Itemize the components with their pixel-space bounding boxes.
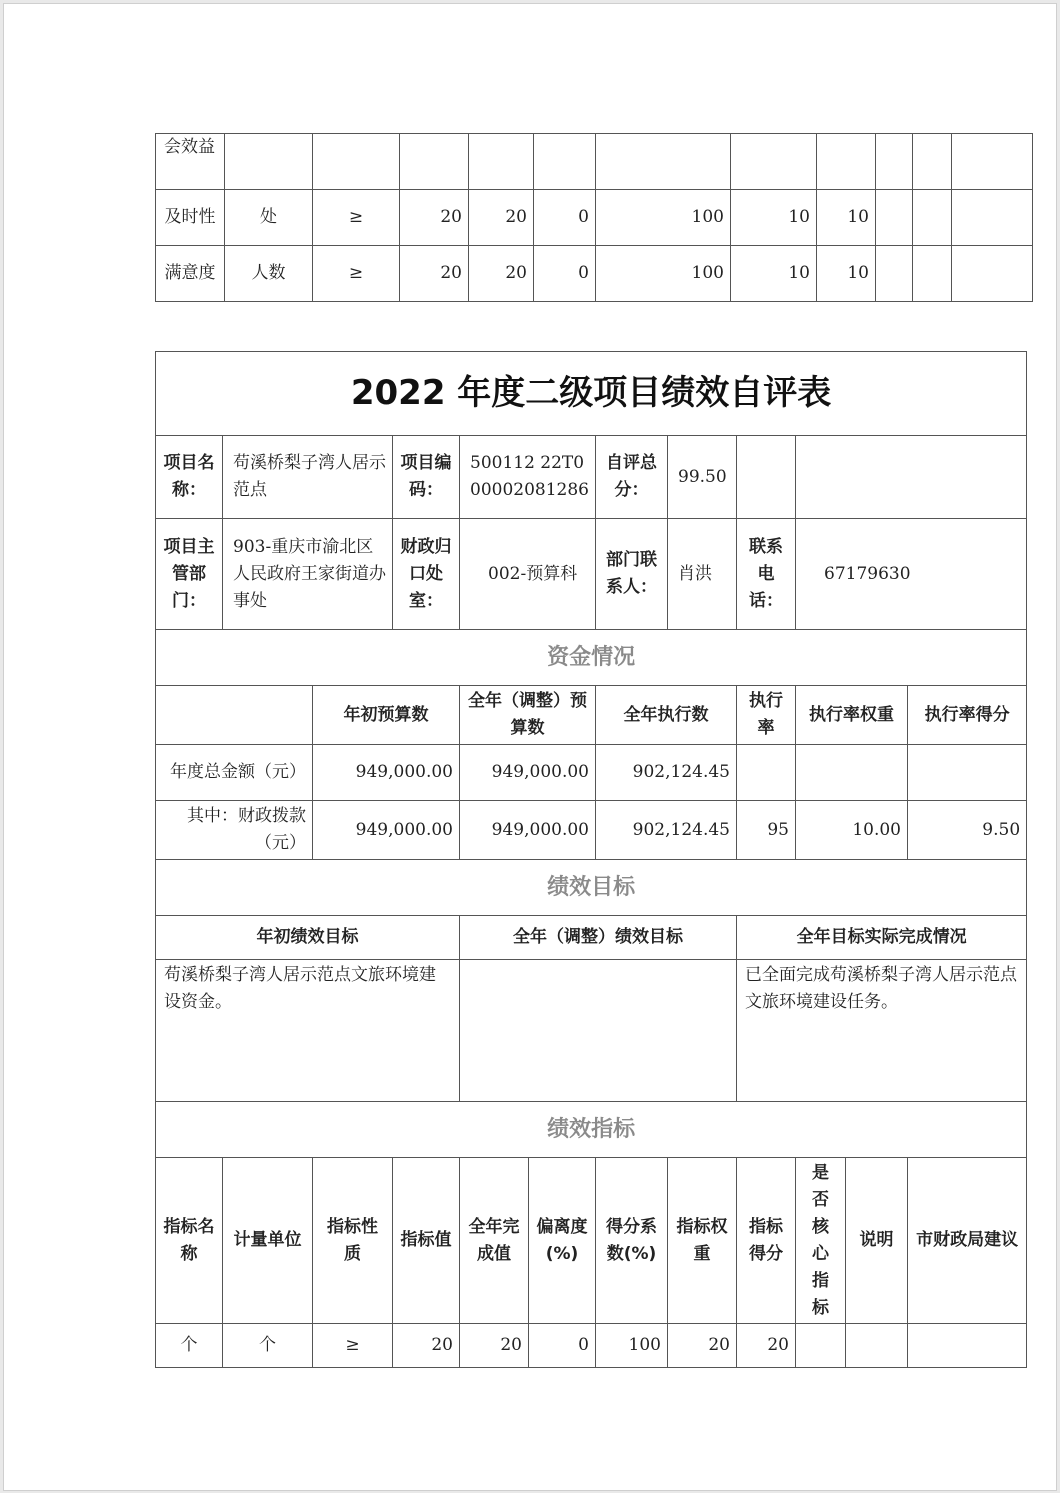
indicator-actual: 20 — [469, 246, 534, 302]
table-row — [156, 801, 1027, 860]
indicator-nature: ≥ — [313, 246, 400, 302]
funds-executed: 902,124.45 — [596, 745, 737, 801]
indicator-header: 指标权重 — [668, 1158, 737, 1324]
indicator-weight: 20 — [668, 1324, 737, 1368]
funds-section-row — [156, 630, 1027, 686]
funds-weight — [796, 745, 908, 801]
indicator-core — [796, 1324, 846, 1368]
table-row — [156, 1324, 1027, 1368]
contact-value: 肖洪 — [668, 519, 737, 630]
indicator-score: 10 — [817, 246, 876, 302]
table-row — [156, 246, 1033, 302]
funds-score: 9.50 — [908, 801, 1027, 860]
indicator-coefficient: 100 — [596, 246, 731, 302]
funds-header: 年初预算数 — [313, 686, 460, 745]
phone-label: 联系电话： — [737, 519, 796, 630]
indicator-unit: 个 — [223, 1324, 313, 1368]
indicator-deviation: 0 — [534, 246, 596, 302]
indicator-header: 全年完成值 — [460, 1158, 529, 1324]
indicator-nature: ≥ — [313, 1324, 393, 1368]
indicator-header: 得分系数(%) — [596, 1158, 668, 1324]
indicator-unit: 人数 — [225, 246, 313, 302]
goals-content-row — [156, 960, 1027, 1102]
funds-row-label: 年度总金额（元） — [156, 745, 313, 801]
funds-section-title: 资金情况 — [156, 630, 1027, 686]
indicator-name: 会效益 — [156, 134, 225, 190]
funds-budget: 949,000.00 — [313, 745, 460, 801]
indicator-score: 10 — [817, 190, 876, 246]
funds-adjusted: 949,000.00 — [460, 745, 596, 801]
title-row — [156, 352, 1027, 436]
indicator-header: 指标名称 — [156, 1158, 223, 1324]
funds-header: 执行率权重 — [796, 686, 908, 745]
funds-budget: 949,000.00 — [313, 801, 460, 860]
page-title: 2022 年度二级项目绩效自评表 — [156, 352, 1027, 436]
indicator-header: 市财政局建议 — [908, 1158, 1027, 1324]
adjusted-goal-text — [460, 960, 737, 1102]
project-name-value: 苟溪桥梨子湾人居示范点 — [223, 436, 393, 519]
indicators-section-row — [156, 1102, 1027, 1158]
funds-header-row — [156, 686, 1027, 745]
indicator-name: 个 — [156, 1324, 223, 1368]
indicator-target: 20 — [393, 1324, 460, 1368]
actual-completion-text: 已全面完成苟溪桥梨子湾人居示范点文旅环境建设任务。 — [737, 960, 1027, 1102]
indicator-target: 20 — [400, 190, 469, 246]
contact-label: 部门联系人： — [596, 519, 668, 630]
funds-header: 执行率得分 — [908, 686, 1027, 745]
funds-header: 执行率 — [737, 686, 796, 745]
indicator-deviation: 0 — [534, 190, 596, 246]
self-score-label: 自评总分： — [596, 436, 668, 519]
department-info-row — [156, 519, 1027, 630]
table-row — [156, 134, 1033, 190]
finance-office-value: 002-预算科 — [460, 519, 596, 630]
indicator-name: 及时性 — [156, 190, 225, 246]
indicator-header: 计量单位 — [223, 1158, 313, 1324]
indicator-header: 是否核心指标 — [796, 1158, 846, 1324]
goals-header: 全年目标实际完成情况 — [737, 916, 1027, 960]
funds-rate — [737, 745, 796, 801]
goals-section-row — [156, 860, 1027, 916]
indicator-actual: 20 — [460, 1324, 529, 1368]
indicator-nature: ≥ — [313, 190, 400, 246]
indicator-deviation: 0 — [529, 1324, 596, 1368]
indicator-coefficient: 100 — [596, 190, 731, 246]
indicator-name: 满意度 — [156, 246, 225, 302]
indicator-coefficient: 100 — [596, 1324, 668, 1368]
funds-score — [908, 745, 1027, 801]
goals-header: 年初绩效目标 — [156, 916, 460, 960]
top-indicator-table — [155, 133, 1033, 302]
funds-executed: 902,124.45 — [596, 801, 737, 860]
funds-adjusted: 949,000.00 — [460, 801, 596, 860]
indicator-actual: 20 — [469, 190, 534, 246]
indicators-header-row — [156, 1158, 1027, 1324]
project-name-label: 项目名称： — [156, 436, 223, 519]
project-code-value: 500112 22T000002081286 — [460, 436, 596, 519]
table-row — [156, 745, 1027, 801]
phone-value: 67179630 — [796, 519, 1027, 630]
goals-header: 全年（调整）绩效目标 — [460, 916, 737, 960]
table-row — [156, 190, 1033, 246]
department-label: 项目主管部门： — [156, 519, 223, 630]
funds-weight: 10.00 — [796, 801, 908, 860]
funds-row-label: 其中：财政拨款（元） — [156, 801, 313, 860]
goals-section-title: 绩效目标 — [156, 860, 1027, 916]
department-value: 903-重庆市渝北区人民政府王家街道办事处 — [223, 519, 393, 630]
indicator-header: 指标性质 — [313, 1158, 393, 1324]
indicator-score: 20 — [737, 1324, 796, 1368]
funds-header: 全年执行数 — [596, 686, 737, 745]
indicator-unit: 处 — [225, 190, 313, 246]
project-info-row — [156, 436, 1027, 519]
indicator-header: 偏离度(%) — [529, 1158, 596, 1324]
initial-goal-text: 苟溪桥梨子湾人居示范点文旅环境建设资金。 — [156, 960, 460, 1102]
funds-rate: 95 — [737, 801, 796, 860]
indicator-header: 指标得分 — [737, 1158, 796, 1324]
indicator-header: 说明 — [846, 1158, 908, 1324]
indicator-note — [846, 1324, 908, 1368]
indicator-target: 20 — [400, 246, 469, 302]
indicators-section-title: 绩效指标 — [156, 1102, 1027, 1158]
indicator-weight: 10 — [731, 190, 817, 246]
indicator-weight: 10 — [731, 246, 817, 302]
indicator-header: 指标值 — [393, 1158, 460, 1324]
self-evaluation-table — [155, 351, 1027, 1368]
indicator-advice — [908, 1324, 1027, 1368]
goals-header-row — [156, 916, 1027, 960]
finance-office-label: 财政归口处室： — [393, 519, 460, 630]
self-score-value: 99.50 — [668, 436, 737, 519]
project-code-label: 项目编码： — [393, 436, 460, 519]
funds-header: 全年（调整）预算数 — [460, 686, 596, 745]
